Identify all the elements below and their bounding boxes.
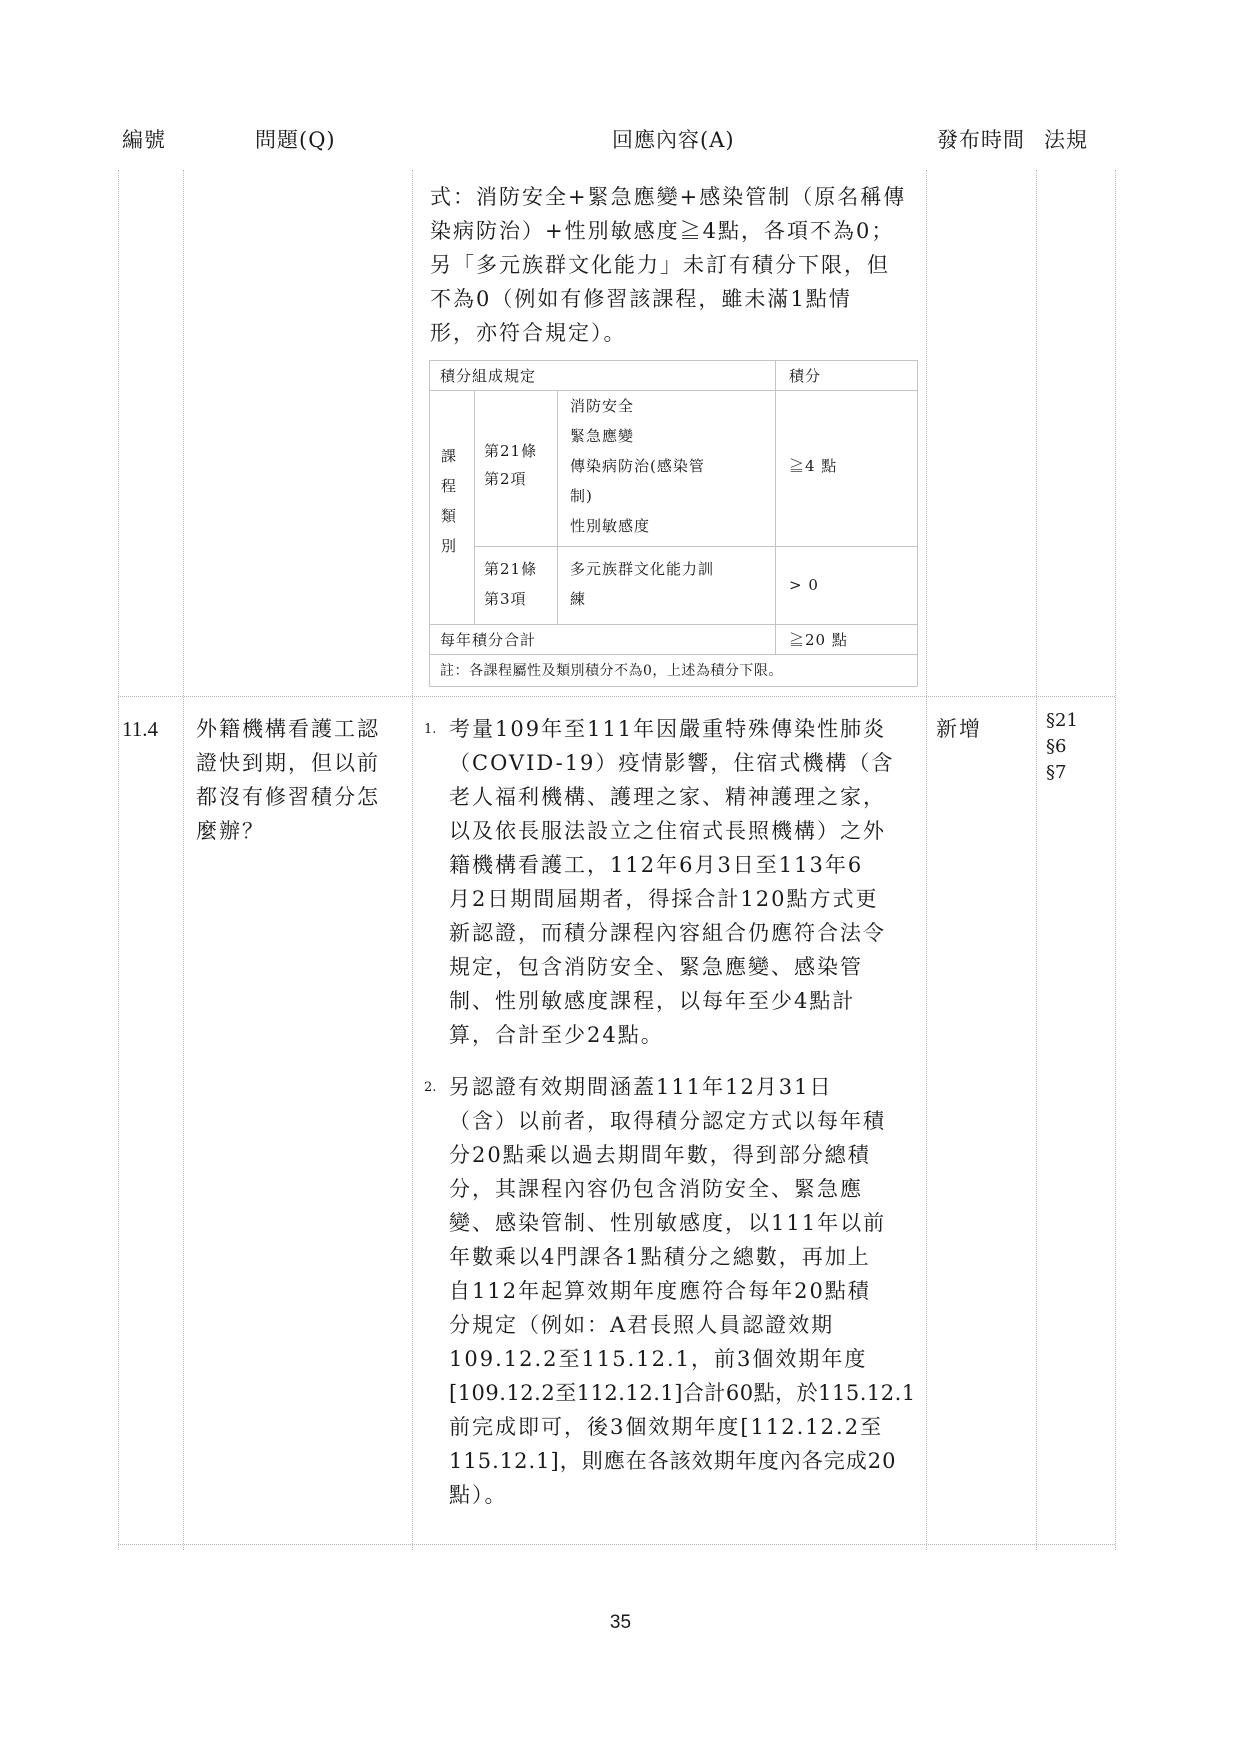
grid-line <box>412 170 413 1550</box>
page-number: 35 <box>609 1612 632 1633</box>
question-line: 都沒有修習積分怎 <box>196 785 380 809</box>
law-reference: §6 <box>1046 736 1067 757</box>
list-marker: 2. <box>424 1080 437 1095</box>
header-answer: 回應內容(A) <box>612 128 735 152</box>
row2-article: 第21條 <box>484 560 538 578</box>
question-line: 外籍機構看護工認 <box>196 717 380 741</box>
answer-line: 點）。 <box>449 1483 508 1507</box>
table-rule <box>429 390 917 391</box>
table-rule <box>474 390 475 624</box>
table-rule <box>474 546 917 547</box>
row1-points: ≧4 點 <box>789 457 838 475</box>
law-reference: §7 <box>1046 762 1067 783</box>
table-rule <box>429 360 917 361</box>
answer-line: 109.12.2至115.12.1，前3個效期年度 <box>449 1347 868 1371</box>
header-number: 編號 <box>122 128 166 152</box>
answer-line: 老人福利機構、護理之家、精神護理之家， <box>449 785 886 809</box>
answer-line: 月2日期間屆期者，得採合計120點方式更 <box>449 887 879 911</box>
header-question: 問題(Q) <box>255 128 336 152</box>
table-rule <box>775 360 776 654</box>
total-points: ≧20 點 <box>789 631 848 649</box>
publish-date: 新增 <box>936 717 982 741</box>
table-rule <box>917 360 918 686</box>
table-header-rule: 積分組成規定 <box>440 367 537 385</box>
row1-item: 消防安全 <box>570 397 635 415</box>
grid-line <box>118 170 119 1550</box>
answer-line: 另「多元族群文化能力」未訂有積分下限，但 <box>430 253 890 277</box>
table-rule <box>429 686 917 687</box>
grid-line <box>183 170 184 1550</box>
answer-line: 分，其課程內容仍包含消防安全、緊急應 <box>449 1177 863 1201</box>
answer-line: （COVID-19）疫情影響，住宿式機構（含 <box>449 751 895 775</box>
answer-line: 前完成即可，後3個效期年度[112.12.2至 <box>449 1415 884 1439</box>
question-line: 證快到期，但以前 <box>196 751 380 775</box>
answer-line: [109.12.2至112.12.1]合計60點，於115.12.1 <box>449 1381 916 1405</box>
answer-line: 規定，包含消防安全、緊急應變、感染管 <box>449 955 863 979</box>
answer-line: 變、感染管制、性別敏感度，以111年以前 <box>449 1211 887 1235</box>
category-label-char: 類 <box>441 507 458 525</box>
header-date: 發布時間 <box>937 128 1025 152</box>
row1-item: 傳染病防治(感染管 <box>570 457 705 475</box>
row1-article: 第2項 <box>484 470 527 488</box>
law-reference: §21 <box>1046 710 1078 731</box>
row1-item: 性別敏感度 <box>570 517 651 535</box>
table-rule <box>557 390 558 624</box>
answer-line: 形，亦符合規定）。 <box>430 321 627 345</box>
category-label-char: 課 <box>441 447 458 465</box>
table-rule <box>429 624 917 625</box>
row1-item: 緊急應變 <box>570 427 635 445</box>
answer-line: 分20點乘以過去期間年數，得到部分總積 <box>449 1143 871 1167</box>
row1-article: 第21條 <box>484 442 538 460</box>
answer-line: （含）以前者，取得積分認定方式以每年積 <box>449 1109 886 1133</box>
category-label-char: 別 <box>441 537 458 555</box>
answer-line: 籍機構看護工，112年6月3日至113年6 <box>449 853 864 877</box>
table-note: 註：各課程屬性及類別積分不為0，上述為積分下限。 <box>440 663 783 679</box>
answer-line: 不為0（例如有修習該課程，雖未滿1點情 <box>430 287 852 311</box>
total-label: 每年積分合計 <box>440 631 537 649</box>
question-line: 麼辦？ <box>196 819 265 843</box>
row2-article: 第3項 <box>484 590 527 608</box>
row1-item: 制) <box>570 487 593 505</box>
row2-points: > 0 <box>789 576 819 594</box>
table-header-points: 積分 <box>789 367 822 385</box>
answer-line: 新認證，而積分課程內容組合仍應符合法令 <box>449 921 886 945</box>
grid-line <box>118 696 1115 697</box>
grid-line <box>926 170 927 1550</box>
answer-line: 以及依長服法設立之住宿式長照機構）之外 <box>449 819 886 843</box>
answer-line: 自112年起算效期年度應符合每年20點積 <box>449 1279 871 1303</box>
category-label-char: 程 <box>441 477 458 495</box>
answer-line: 算，合計至少24點。 <box>449 1023 664 1047</box>
grid-line <box>1115 170 1116 1550</box>
grid-line <box>118 1544 1115 1545</box>
answer-line: 式：消防安全+緊急應變+感染管制（原名稱傳 <box>430 185 907 209</box>
answer-line: 另認證有效期間涵蓋111年12月31日 <box>449 1075 833 1099</box>
grid-line <box>1036 170 1037 1550</box>
row2-item: 多元族群文化能力訓 <box>570 560 715 578</box>
answer-line: 考量109年至111年因嚴重特殊傳染性肺炎 <box>449 717 887 741</box>
answer-line: 分規定（例如：A君長照人員認證效期 <box>449 1313 835 1337</box>
table-rule <box>429 360 430 686</box>
answer-line: 染病防治）+性別敏感度≧4點，各項不為0； <box>430 219 895 243</box>
table-rule <box>429 654 917 655</box>
answer-line: 制、性別敏感度課程，以每年至少4點計 <box>449 989 856 1013</box>
row2-item: 練 <box>570 590 587 608</box>
answer-line: 115.12.1]，則應在各該效期年度內各完成20 <box>449 1449 897 1473</box>
header-law: 法規 <box>1044 128 1088 152</box>
answer-line: 年數乘以4門課各1點積分之總數，再加上 <box>449 1245 871 1269</box>
row-number: 11.4 <box>122 717 158 741</box>
list-marker: 1. <box>424 722 437 737</box>
